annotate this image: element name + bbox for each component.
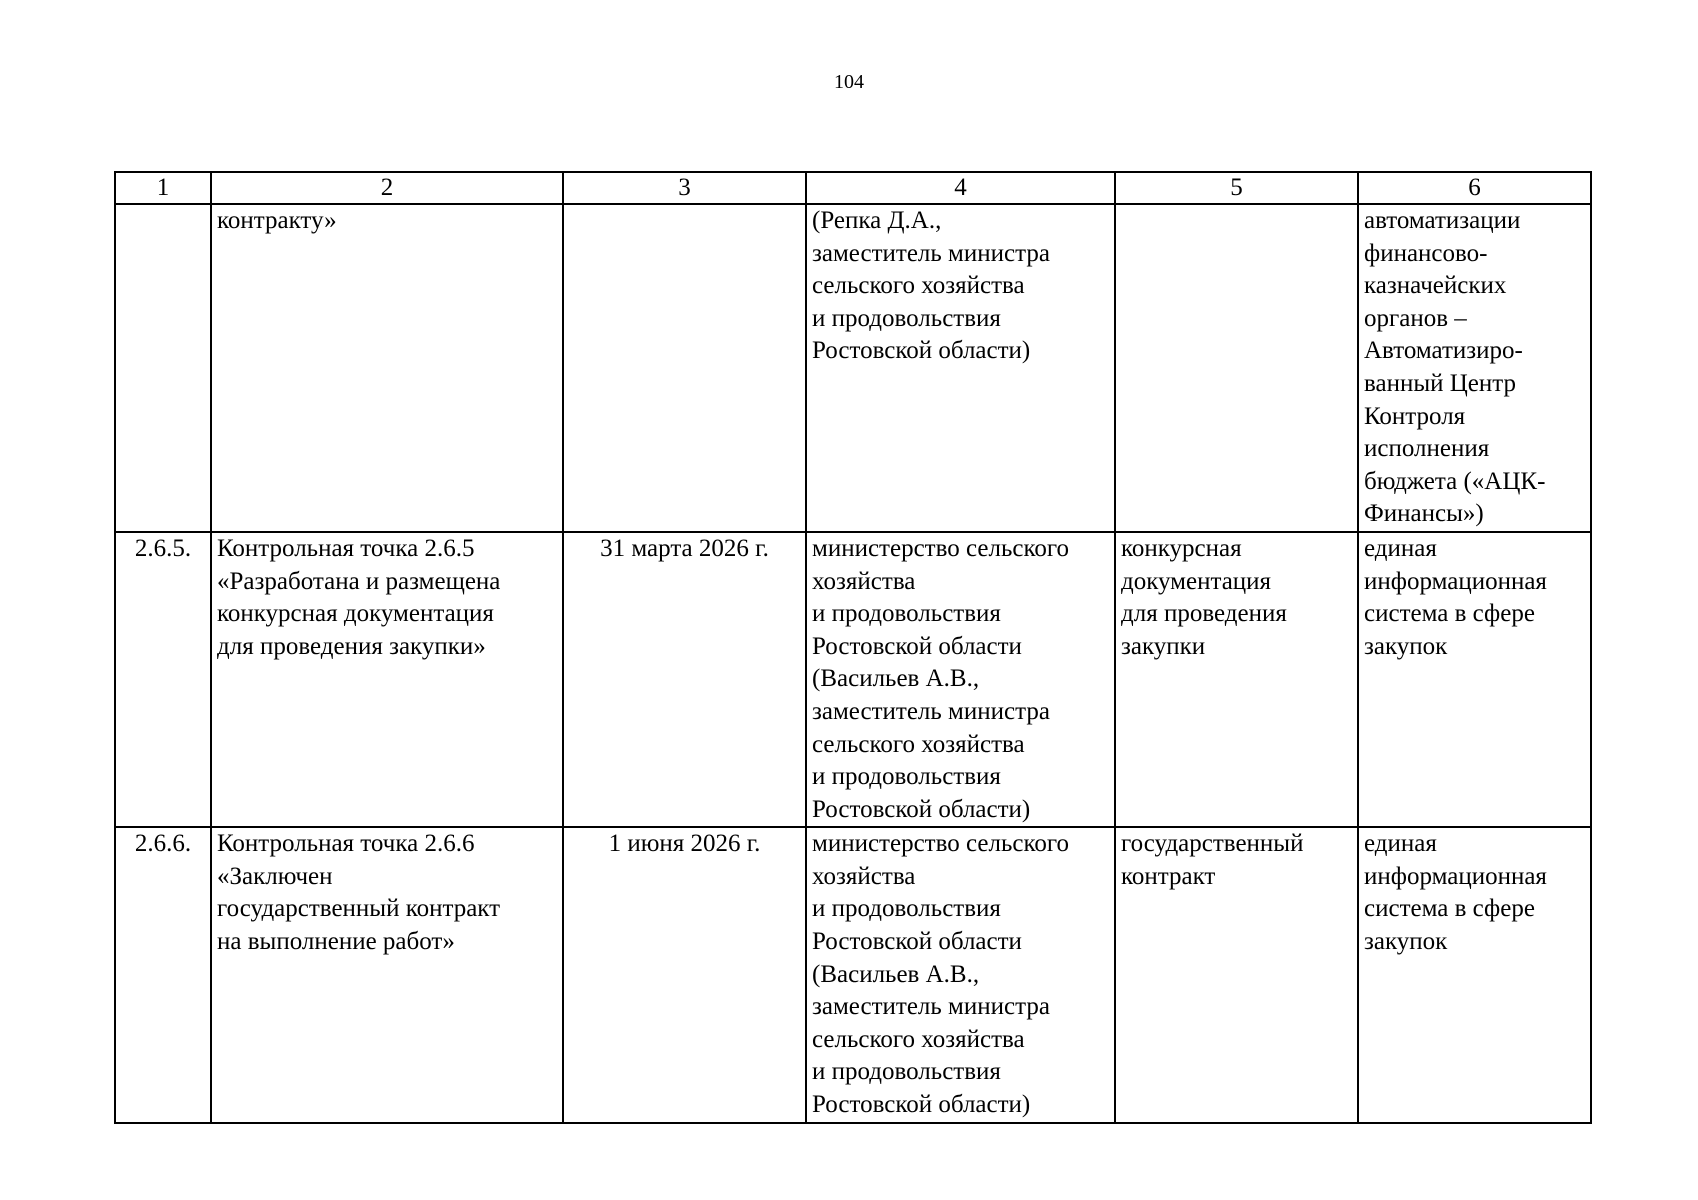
column-header-2: 2: [211, 172, 563, 204]
column-header-3: 3: [563, 172, 806, 204]
row-number-cell: 2.6.6.: [115, 827, 211, 1122]
responsible-cell: (Репка Д.А., заместитель министра сельского хозяйства и продовольствия Ростовской области): [806, 204, 1115, 532]
row-number-cell: 2.6.5.: [115, 532, 211, 827]
deadline-cell: 31 марта 2026 г.: [563, 532, 806, 827]
deadline-cell: [563, 204, 806, 532]
information-system-cell: единая информационная система в сфере закупок: [1358, 532, 1591, 827]
table-row: [115, 532, 1591, 827]
event-name-cell: Контрольная точка 2.6.6 «Заключен государственный контракт на выполнение работ»: [211, 827, 563, 1122]
result-cell: конкурсная документация для проведения закупки: [1115, 532, 1358, 827]
result-cell: государственный контракт: [1115, 827, 1358, 1122]
information-system-cell: единая информационная система в сфере закупок: [1358, 827, 1591, 1122]
responsible-cell: министерство сельского хозяйства и продовольствия Ростовской области (Васильев А.В., заместитель министра сельского хозяйства и продовольствия Ростовской области): [806, 827, 1115, 1122]
row-number-cell: [115, 204, 211, 532]
deadline-cell: 1 июня 2026 г.: [563, 827, 806, 1122]
event-name-cell: контракту»: [211, 204, 563, 532]
information-system-cell: автоматизации финансово- казначейских органов – Автоматизиро- ванный Центр Контроля исполнения бюджета («АЦК- Финансы»): [1358, 204, 1591, 532]
page-number: 104: [834, 71, 864, 93]
result-cell: [1115, 204, 1358, 532]
column-header-1: 1: [115, 172, 211, 204]
table-header-row: [115, 172, 1591, 204]
column-header-6: 6: [1358, 172, 1591, 204]
table-row: [115, 827, 1591, 1122]
responsible-cell: министерство сельского хозяйства и продовольствия Ростовской области (Васильев А.В., заместитель министра сельского хозяйства и продовольствия Ростовской области): [806, 532, 1115, 827]
table-row: [115, 204, 1591, 532]
column-header-4: 4: [806, 172, 1115, 204]
document-table: [114, 171, 1592, 1124]
column-header-5: 5: [1115, 172, 1358, 204]
event-name-cell: Контрольная точка 2.6.5 «Разработана и размещена конкурсная документация для проведения закупки»: [211, 532, 563, 827]
